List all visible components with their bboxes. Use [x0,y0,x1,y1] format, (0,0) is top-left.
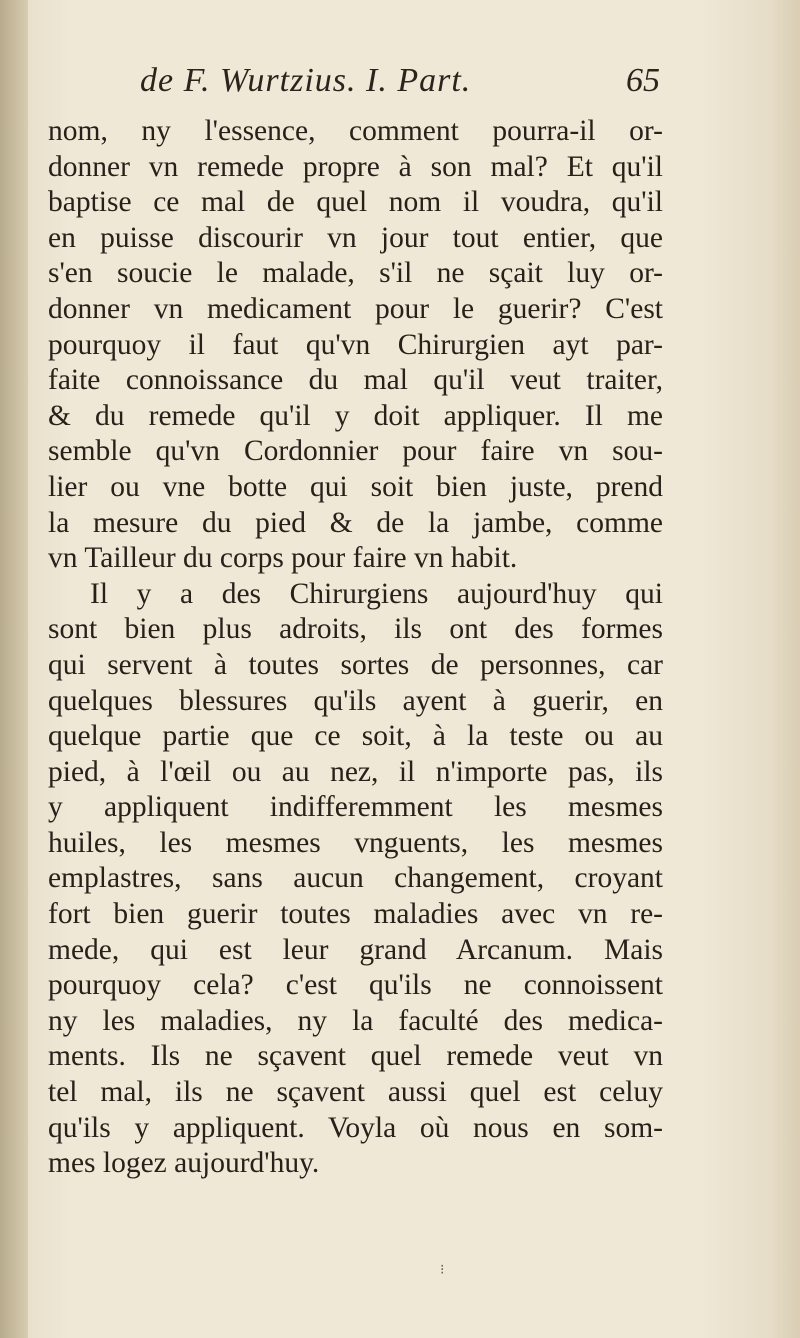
text-line: fort bien guerir toutes maladies avec vn re- [48,898,663,931]
body-text [48,114,663,1182]
text-line: s'en soucie le malade, s'il ne sçait luy or- [48,257,663,290]
text-line: tel mal, ils ne sçavent aussi quel est celuy [48,1076,663,1109]
text-line: nom, ny l'essence, comment pourra-il or- [48,115,663,147]
text-line: la mesure du pied & de la jambe, comme [48,506,663,539]
text-line: sont bien plus adroits, ils ont des formes [48,613,663,646]
text-line: mede, qui est leur grand Arcanum. Mais [48,933,663,966]
text-line: pourquoy il faut qu'vn Chirurgien ayt par- [48,328,663,361]
page-number: 65 [626,62,660,99]
text-line: vn Tailleur du corps pour faire vn habit. [48,542,518,575]
text-line: Il y a des Chirurgiens aujourd'huy qui [90,577,663,610]
text-line: emplastres, sans aucun changement, croyant [48,862,663,895]
text-line: quelques blessures qu'ils ayent à guerir, en [48,684,663,717]
text-line: semble qu'vn Cordonnier pour faire vn sou- [48,435,663,468]
text-line: & du remede qu'il y doit appliquer. Il me [48,399,663,432]
text-line: pourquoy cela? c'est qu'ils ne connoissent [48,969,663,1002]
text-line: baptise ce mal de quel nom il voudra, qu'il [48,186,663,219]
text-line: quelque partie que ce soit, à la teste ou au [48,720,663,753]
text-line: lier ou vne botte qui soit bien juste, prend [48,470,663,503]
text-line: donner vn remede propre à son mal? Et qu'il [48,150,663,183]
paragraph-1 [48,114,663,577]
text-line: donner vn medicament pour le guerir? C'est [48,292,663,325]
text-line: en puisse discourir vn jour tout entier, que [48,221,663,254]
page-gutter-edge [0,0,28,1338]
text-line: qu'ils y appliquent. Voyla où nous en som- [48,1111,663,1144]
text-line: faite connoissance du mal qu'il veut traiter, [48,364,663,397]
text-line: pied, à l'œil ou au nez, il n'importe pas, ils [48,755,663,788]
ink-mark: ⁝ [440,1262,445,1278]
paragraph-2 [48,577,663,1182]
text-line: mes logez aujourd'huy. [48,1147,320,1180]
text-line: ny les maladies, ny la faculté des medica- [48,1004,663,1037]
text-line: y appliquent indifferemment les mesmes [48,791,663,824]
text-line: huiles, les mesmes vnguents, les mesmes [48,826,663,859]
running-title: de F. Wurtzius. I. Part. [140,62,472,99]
text-line: ments. Ils ne sçavent quel remede veut vn [48,1040,663,1073]
text-line: qui servent à toutes sortes de personnes, car [48,648,663,681]
page-header [140,62,660,112]
